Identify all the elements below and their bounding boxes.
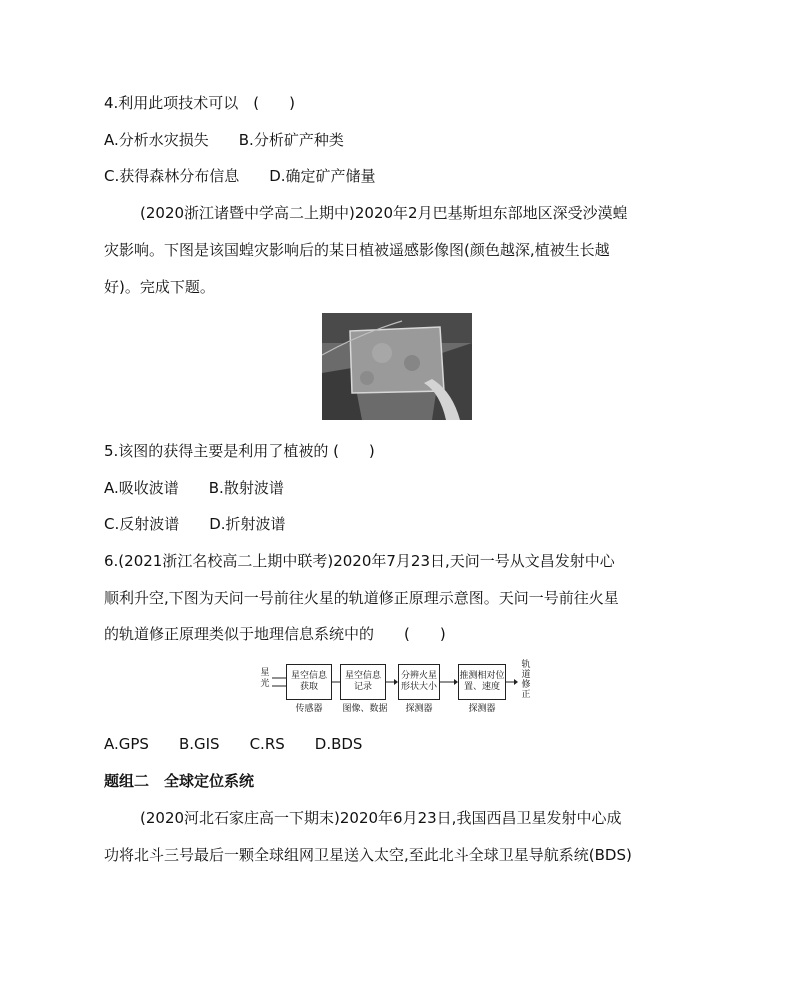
q6-options: A.GPS B.GIS C.RS D.BDS — [104, 735, 363, 753]
q4-stem: 4.利用此项技术可以 ( ) — [104, 94, 296, 112]
passage2-line2: 功将北斗三号最后一颗全球组网卫星送入太空,至此北斗全球卫星导航系统(BDS) — [104, 846, 632, 864]
diagram-box-position: 推测相对位置、速度 — [458, 664, 506, 700]
q5-stem: 5.该图的获得主要是利用了植被的 ( ) — [104, 442, 375, 460]
diagram-box-shape: 分辨火星形状大小 — [398, 664, 440, 700]
vegetation-remote-sensing-image — [322, 313, 472, 420]
diagram-caption-detector-2: 探测器 — [468, 704, 496, 714]
q5-options-row1: A.吸收波谱 B.散射波谱 — [104, 479, 284, 497]
q5-options-row2: C.反射波谱 D.折射波谱 — [104, 515, 286, 533]
q6-line2: 顺利升空,下图为天问一号前往火星的轨道修正原理示意图。天问一号前往火星 — [104, 589, 619, 607]
diagram-box-acquire: 星空信息获取 — [286, 664, 332, 700]
passage1-line2: 灾影响。下图是该国蝗灾影响后的某日植被遥感影像图(颜色越深,植被生长越 — [104, 241, 610, 259]
diagram-caption-data: 图像、数据 — [342, 704, 388, 714]
q4-options-row2: C.获得森林分布信息 D.确定矿产储量 — [104, 167, 376, 185]
diagram-input-label: 星光 — [260, 668, 270, 689]
passage2-line1: (2020河北石家庄高一下期末)2020年6月23日,我国西昌卫星发射中心成 — [140, 809, 622, 827]
diagram-output-label: 轨道修正 — [521, 660, 531, 700]
q6-line1: 6.(2021浙江名校高二上期中联考)2020年7月23日,天问一号从文昌发射中心 — [104, 552, 615, 570]
diagram-caption-sensor: 传感器 — [295, 704, 323, 714]
passage1-line3: 好)。完成下题。 — [104, 278, 215, 296]
q4-options-row1: A.分析水灾损失 B.分析矿产种类 — [104, 131, 344, 149]
section-title: 题组二 全球定位系统 — [104, 772, 255, 790]
passage1-line1: (2020浙江诸暨中学高二上期中)2020年2月巴基斯坦东部地区深受沙漠蝗 — [140, 204, 628, 222]
q6-line3: 的轨道修正原理类似于地理信息系统中的 ( ) — [104, 625, 446, 643]
diagram-caption-detector: 探测器 — [405, 704, 433, 714]
diagram-box-record: 星空信息记录 — [340, 664, 386, 700]
orbit-correction-diagram — [258, 660, 538, 720]
